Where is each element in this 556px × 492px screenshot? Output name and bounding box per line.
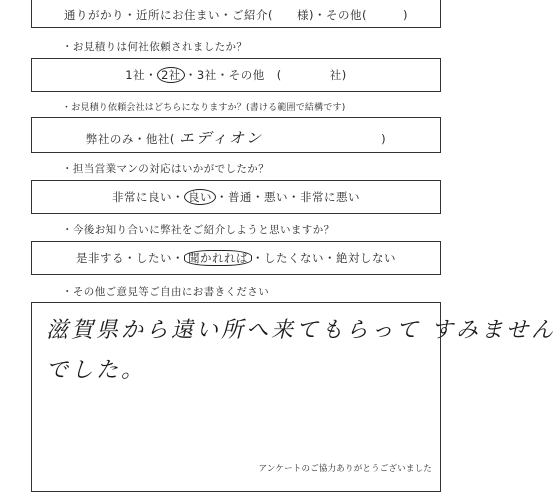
- answer-options-referral: 是非する・したい・ 聞かれれば ・したくない・絶対しない: [76, 251, 396, 265]
- circled-choice-if-asked: 聞かれれば: [184, 250, 252, 266]
- answer-box-sales-rep: [31, 180, 441, 214]
- answer-box-quote-companies: [31, 117, 441, 153]
- handwritten-comment-line-2: でした。: [46, 358, 147, 383]
- referral-source-box: [31, 0, 441, 28]
- answer-box-quote-count: [31, 58, 441, 92]
- thank-you-note: アンケートのご協力ありがとうございました: [258, 464, 432, 474]
- question-quote-count: ・お見積りは何社依頼されましたか？: [62, 41, 248, 53]
- answer-box-referral: [31, 241, 441, 275]
- circled-choice-2-companies: 2社: [157, 67, 185, 83]
- question-referral: ・今後お知り合いに弊社をご紹介しようと思いますか？: [62, 224, 335, 236]
- answer-options-quote-count: 1社・ 2社 ・3社・その他 ( 社): [125, 68, 347, 82]
- answer-options-sales-rep: 非常に良い・ 良い ・普通・悪い・非常に悪い: [112, 190, 360, 204]
- handwritten-company-name: エディオン: [179, 129, 263, 147]
- answer-line-quote-companies: 弊社のみ・他社( エディオン ): [85, 129, 387, 147]
- referral-source-options: 通りがかり・近所にお住まい・ご紹介( 様)・その他( ): [64, 8, 408, 22]
- question-comments: ・その他ご意見等ご自由にお書きください: [62, 286, 270, 298]
- question-quote-companies: ・お見積り依頼会社はどちらになりますか？(書ける範囲で結構です): [62, 103, 346, 113]
- handwritten-comment-line-1: 滋賀県から遠い所へ来てもらって すみません: [46, 318, 556, 343]
- circled-choice-good: 良い: [184, 189, 216, 205]
- question-sales-rep: ・担当営業マンの対応はいかがでしたか？: [62, 163, 270, 175]
